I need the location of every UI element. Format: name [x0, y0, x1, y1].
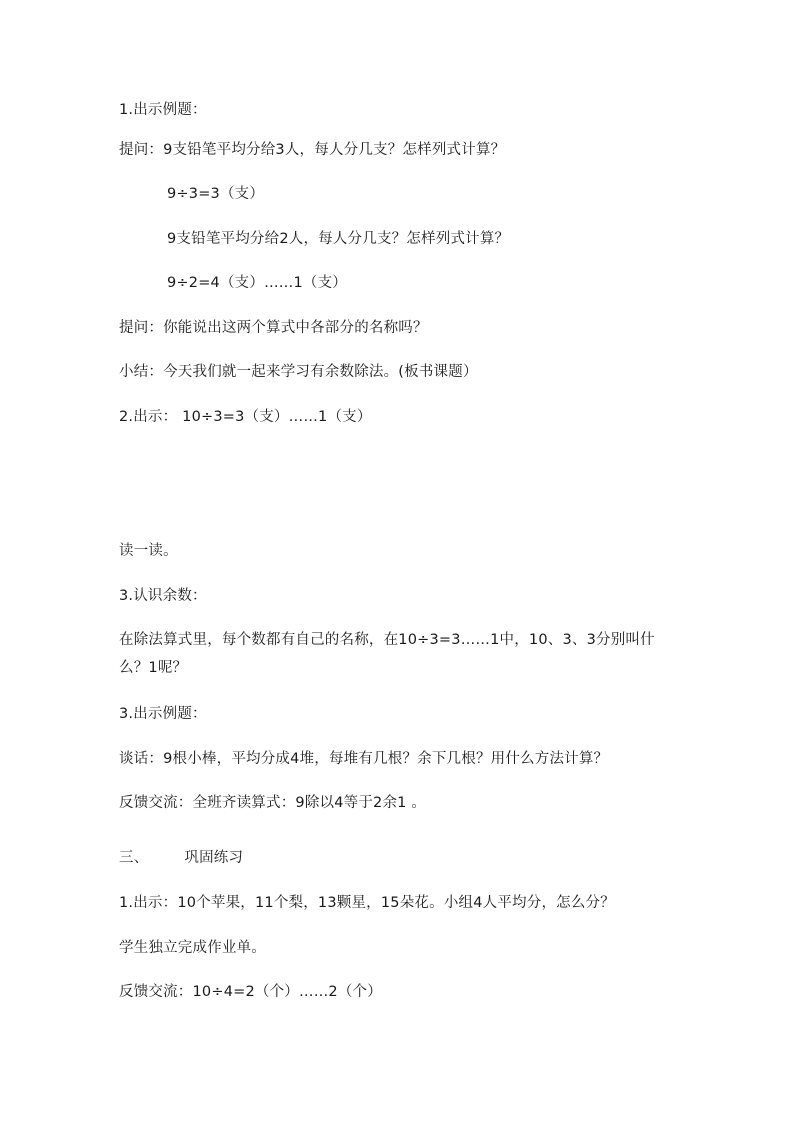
section-title: 巩固练习	[184, 850, 244, 866]
independent-worksheet: 学生独立完成作业单。	[119, 940, 266, 956]
heading-show-example-1: 1.出示例题：	[119, 102, 207, 118]
section-heading	[119, 848, 243, 868]
exercise-fruits: 1.出示：10个苹果，11个梨，13颗星，15朵花。小组4人平均分，怎么分？	[119, 895, 615, 911]
equation-9-div-2: 9÷2=4（支）……1（支）	[167, 275, 347, 291]
question-pencils-2: 9支铅笔平均分给2人，每人分几支？怎样列式计算？	[167, 231, 510, 247]
show-equation-10-div-3: 2.出示： 10÷3=3（支）……1（支）	[119, 409, 372, 425]
equation-9-div-3: 9÷3=3（支）	[167, 186, 265, 202]
question-pencils-3: 提问：9支铅笔平均分给3人，每人分几支？怎样列式计算？	[119, 142, 506, 158]
paragraph-division-names: 在除法算式里，每个数都有自己的名称，在10÷3=3……1中，10、3、3分别叫什么？1呢？	[119, 632, 655, 676]
read-aloud: 读一读。	[119, 543, 178, 559]
summary-remainder-division: 小结：今天我们就一起来学习有余数除法。(板书课题）	[119, 364, 478, 380]
feedback-9-div-4: 反馈交流：全班齐读算式：9除以4等于2余1 。	[119, 795, 427, 811]
talk-sticks: 谈话：9根小棒，平均分成4堆，每堆有几根？余下几根？用什么方法计算？	[119, 751, 609, 767]
question-part-names: 提问：你能说出这两个算式中各部分的名称吗？	[119, 320, 428, 336]
feedback-10-div-4: 反馈交流：10÷4=2（个）……2（个）	[119, 984, 382, 1000]
section-number: 三、	[119, 850, 149, 866]
heading-show-example-3: 3.出示例题：	[119, 706, 207, 722]
heading-know-remainder: 3.认识余数：	[119, 588, 207, 604]
